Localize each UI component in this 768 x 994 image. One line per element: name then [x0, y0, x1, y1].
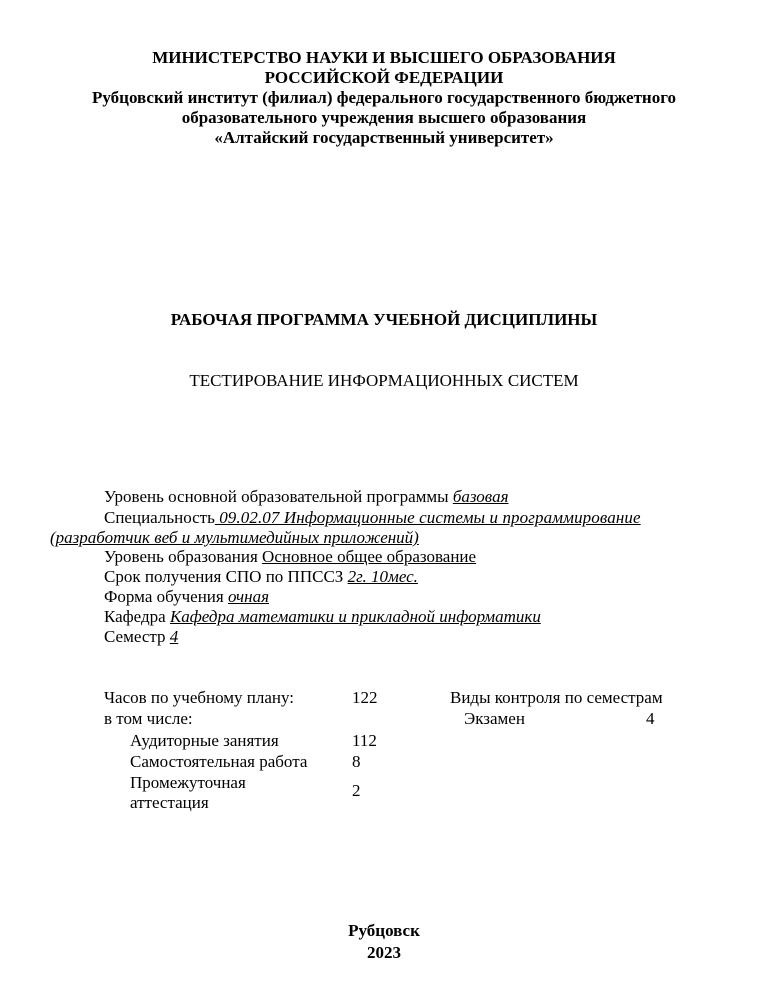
- institute-line-2: образовательного учреждения высшего образования: [181, 108, 587, 127]
- interim-attestation-label-2: аттестация: [130, 793, 209, 812]
- education-level-line: [104, 547, 476, 567]
- specialty-value-continued: (разработчик веб и мультимедийных приложений): [50, 528, 419, 547]
- specialty-line: [104, 508, 641, 528]
- study-term-line: [104, 567, 418, 587]
- semester-line: [104, 627, 178, 647]
- footer-year: 2023: [367, 943, 401, 962]
- study-form-value: очная: [227, 587, 269, 606]
- control-types-title: Виды контроля по семестрам: [450, 688, 663, 707]
- self-study-hours-label: Самостоятельная работа: [130, 752, 308, 771]
- institute-line-1: Рубцовский институт (филиал) федерального государственного бюджетного: [91, 88, 677, 107]
- classroom-hours-value: 112: [352, 731, 377, 750]
- exam-label: Экзамен: [464, 709, 525, 728]
- department-label: Кафедра: [104, 607, 166, 626]
- study-form-label: Форма обучения: [104, 587, 224, 606]
- interim-attestation-value: 2: [352, 781, 361, 800]
- department-value: Кафедра математики и прикладной информатики: [169, 607, 541, 626]
- specialty-value: 09.02.07 Информационные системы и программирование: [214, 508, 641, 527]
- institute-line-3: «Алтайский государственный университет»: [214, 128, 554, 147]
- program-level-value: базовая: [452, 487, 509, 506]
- hours-including-label: в том числе:: [104, 709, 193, 728]
- study-form-line: [104, 587, 269, 607]
- specialty-line-2: [50, 528, 419, 548]
- study-term-value: 2г. 10мес.: [347, 567, 418, 586]
- semester-label: Семестр: [104, 627, 166, 646]
- education-level-label: Уровень образования: [104, 547, 258, 566]
- program-level-label: Уровень основной образовательной программы: [104, 487, 449, 506]
- document-title: РАБОЧАЯ ПРОГРАММА УЧЕБНОЙ ДИСЦИПЛИНЫ: [170, 310, 598, 329]
- hours-total-label: Часов по учебному плану:: [104, 688, 295, 707]
- discipline-name: ТЕСТИРОВАНИЕ ИНФОРМАЦИОННЫХ СИСТЕМ: [189, 371, 579, 390]
- ministry-line-2: РОССИЙСКОЙ ФЕДЕРАЦИИ: [264, 68, 504, 87]
- interim-attestation-label-1: Промежуточная: [130, 773, 246, 792]
- footer-city: Рубцовск: [348, 921, 420, 940]
- study-term-label: Срок получения СПО по ППССЗ: [104, 567, 344, 586]
- department-line: [104, 607, 541, 627]
- exam-semester-value: 4: [646, 709, 655, 728]
- self-study-hours-value: 8: [352, 752, 361, 771]
- ministry-line-1: МИНИСТЕРСТВО НАУКИ И ВЫСШЕГО ОБРАЗОВАНИЯ: [152, 48, 616, 67]
- semester-value: 4: [169, 627, 179, 646]
- hours-total-value: 122: [352, 688, 378, 707]
- classroom-hours-label: Аудиторные занятия: [130, 731, 279, 750]
- education-level-value: Основное общее образование: [262, 547, 477, 566]
- program-level-line: [104, 487, 508, 507]
- specialty-label: Специальность: [104, 508, 215, 527]
